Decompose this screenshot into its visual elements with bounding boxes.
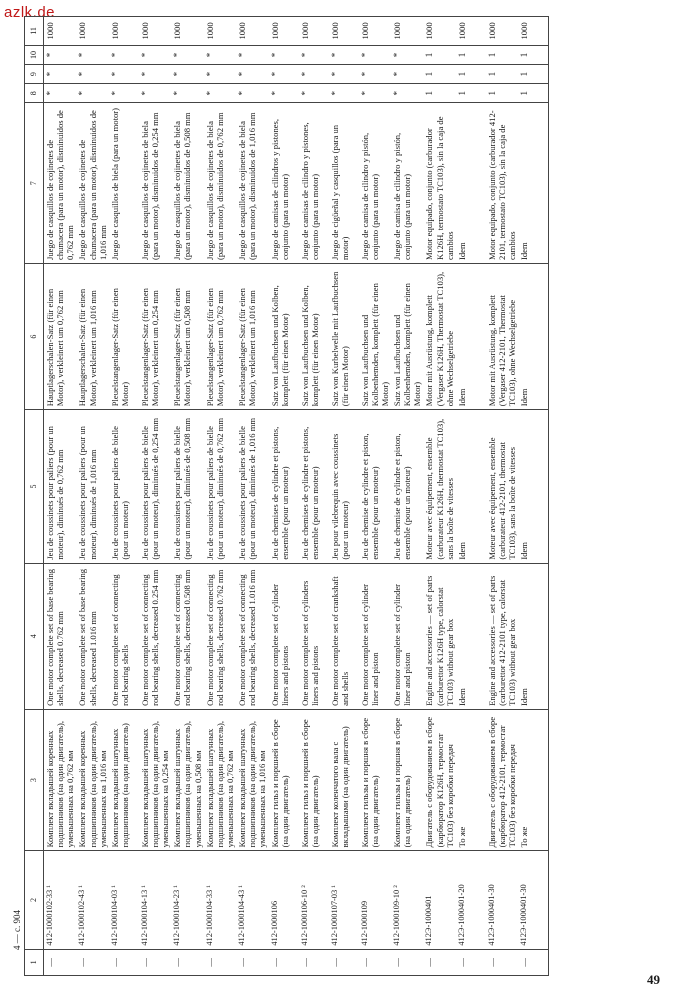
qty-2-cell: * — [76, 65, 108, 84]
spanish-name-cell: Juego de casquillos de cojinetes de biela (para un motor), disminuidos de 0,508 mm — [171, 103, 203, 264]
russian-name-cell: То же — [456, 709, 486, 850]
qty-3-cell: * — [391, 45, 423, 64]
table-row — [139, 17, 171, 976]
pos-cell: — — [299, 949, 329, 975]
part-number-cell: 412Э-1000401-30 — [518, 851, 549, 949]
part-number-cell: 412Э-1000401-20 — [456, 851, 486, 949]
french-name-cell: Jeu de coussinets pour paliers de bielle (pour un moteur) — [109, 410, 139, 563]
english-name-cell: One motor complete set of connecting rod bearing shells, decreased 0.762 mm — [204, 563, 236, 709]
russian-name-cell: Комплект вкладышей шатунных подшипников (на один двигатель), уменьшенных на 0,254 мм — [139, 709, 171, 850]
qty-1-cell: * — [236, 84, 268, 103]
qty-3-cell: * — [139, 45, 171, 64]
qty-1-cell: * — [109, 84, 139, 103]
pos-cell: — — [44, 949, 77, 975]
qty-3-cell: 1 — [456, 45, 486, 64]
part-number-cell: 412-1000104-13 ¹ — [139, 851, 171, 949]
french-name-cell: Jeu de coussinets pour paliers de bielle (pour un moteur), diminués de 0,762 mm — [204, 410, 236, 563]
qty-3-cell: * — [44, 45, 77, 64]
kit-qty-cell: 1000 — [423, 17, 455, 46]
english-name-cell: Idem — [518, 563, 549, 709]
qty-2-cell: 1 — [423, 65, 455, 84]
kit-qty-cell: 1000 — [329, 17, 359, 46]
pos-cell: — — [139, 949, 171, 975]
spanish-name-cell: Juego de casquillos de cojinetes de biela (para un motor), disminuidos de 0,254 mm — [139, 103, 171, 264]
russian-name-cell: Комплект вкладышей шатунных подшипников (на один двигатель), уменьшенных на 0,762 мм — [204, 709, 236, 850]
part-number-cell: 412-1000109 — [359, 851, 391, 949]
qty-1-cell: 1 — [423, 84, 455, 103]
qty-1-cell: * — [76, 84, 108, 103]
english-name-cell: Idem — [456, 563, 486, 709]
qty-1-cell: * — [204, 84, 236, 103]
kit-qty-cell: 1000 — [171, 17, 203, 46]
qty-2-cell: * — [44, 65, 77, 84]
russian-name-cell: Комплект гильзы и поршня в сборе (на один двигатель) — [359, 709, 391, 850]
column-header-7: 7 — [25, 103, 44, 264]
russian-name-cell: Комплект гильз и поршней в сборе (на один двигатель) — [269, 709, 299, 850]
english-name-cell: Engine and accessories — set of parts (carburettor 412-2101 type, calorstat TC103) without gear box — [486, 563, 518, 709]
russian-name-cell: Комплект вкладышей шатунных подшипников (на один двигатель) — [109, 709, 139, 850]
kit-qty-cell: 1000 — [139, 17, 171, 46]
russian-name-cell: Комплект вкладышей коренных подшипников (на один двигатель), уменьшенных на 1,016 мм — [76, 709, 108, 850]
column-header-11: 11 — [25, 17, 44, 46]
german-name-cell: Satz von Kurbelwelle mit Laufbuchsen (für einen Motor) — [329, 264, 359, 410]
pos-cell: — — [204, 949, 236, 975]
watermark-text: azlk.de — [4, 4, 56, 21]
table-row — [486, 17, 518, 976]
german-name-cell: Motor mit Ausrüstung, komplett (Vergaser 412-2101, Thermostat TC103), ohne Wechselgetriebe — [486, 264, 518, 410]
pos-cell: — — [236, 949, 268, 975]
french-name-cell: Jeu de chemise de cylindre et piston, ensemble (pour un moteur) — [359, 410, 391, 563]
table-row — [204, 17, 236, 976]
spanish-name-cell: Juego de casquillos de cojinetes de biela (para un motor), disminuidos de 0,762 mm — [204, 103, 236, 264]
spanish-name-cell: Motor equipado, conjunto (carburador 412-2101, termostato TC103), sin la caja de cambios — [486, 103, 518, 264]
french-name-cell: Jeu de chemises de cylindre et pistons, ensemble (pour un moteur) — [269, 410, 299, 563]
qty-2-cell: 1 — [486, 65, 518, 84]
qty-2-cell: * — [269, 65, 299, 84]
qty-2-cell: * — [236, 65, 268, 84]
german-name-cell: Pleuelstangenlager-Satz (für einen Motor), verkleinert um 0,762 mm — [204, 264, 236, 410]
qty-3-cell: * — [171, 45, 203, 64]
qty-3-cell: 1 — [486, 45, 518, 64]
russian-name-cell: Комплект вкладышей коренных подшипников (на один двигатель), уменьшенных на 0,762 мм — [44, 709, 77, 850]
part-number-cell: 412-1000106 — [269, 851, 299, 949]
part-number-cell: 412-1000104-43 ¹ — [236, 851, 268, 949]
table-row — [269, 17, 299, 976]
kit-qty-cell: 1000 — [391, 17, 423, 46]
qty-3-cell: * — [109, 45, 139, 64]
french-name-cell: Jeu de coussinets pour paliers de bielle (pour un moteur), diminués de 1,016 mm — [236, 410, 268, 563]
qty-1-cell: 1 — [456, 84, 486, 103]
english-name-cell: One motor complete set of base bearing shells, decreased 1.016 mm — [76, 563, 108, 709]
english-name-cell: Engine and accessories — set of parts (carburettor K126H type, calorstat TC103) without gear box — [423, 563, 455, 709]
column-header-6: 6 — [25, 264, 44, 410]
qty-2-cell: * — [139, 65, 171, 84]
german-name-cell: Pleuelstangenlager-Satz (für einen Motor), verkleinert um 1,016 mm — [236, 264, 268, 410]
part-number-cell: 412-1000104-23 ¹ — [171, 851, 203, 949]
qty-2-cell: * — [204, 65, 236, 84]
part-number-cell: 412-1000104-03 ¹ — [109, 851, 139, 949]
qty-2-cell: 1 — [518, 65, 549, 84]
english-name-cell: One motor complete set of cylinder liner and piston — [391, 563, 423, 709]
russian-name-cell: То же — [518, 709, 549, 850]
column-header-1: 1 — [25, 949, 44, 975]
table-row — [518, 17, 549, 976]
table-row — [423, 17, 455, 976]
french-name-cell: Jeu de coussinets pour paliers (pour un moteur), diminués de 1,016 mm — [76, 410, 108, 563]
qty-1-cell: 1 — [518, 84, 549, 103]
pos-cell: — — [486, 949, 518, 975]
pos-cell: — — [359, 949, 391, 975]
table-row — [359, 17, 391, 976]
spanish-name-cell: Idem — [456, 103, 486, 264]
part-number-cell: 412Э-1000401-30 — [486, 851, 518, 949]
french-name-cell: Idem — [518, 410, 549, 563]
table-row — [299, 17, 329, 976]
english-name-cell: One motor complete set of connecting rod bearing shells, decreased 1.016 mm — [236, 563, 268, 709]
table-row — [456, 17, 486, 976]
table-row — [76, 17, 108, 976]
table-row — [329, 17, 359, 976]
spanish-name-cell: Juego de cigüeñal y casquillos (para un motor) — [329, 103, 359, 264]
pos-cell: — — [109, 949, 139, 975]
page-number: 49 — [647, 972, 660, 987]
part-number-cell: 412-1000104-33 ¹ — [204, 851, 236, 949]
german-name-cell: Satz von Laufbuchsen und Kolben, komplett (für einen Motor) — [269, 264, 299, 410]
french-name-cell: Jeu de chemises de cylindre et pistons, ensemble (pour un moteur) — [299, 410, 329, 563]
qty-3-cell: * — [236, 45, 268, 64]
english-name-cell: One motor complete set of connecting rod bearing shells, decreased 0.254 mm — [139, 563, 171, 709]
german-name-cell: Pleuelstangenlager-Satz (für einen Motor) — [109, 264, 139, 410]
french-name-cell: Jeu de coussinets pour paliers de bielle (pour un moteur), diminués de 0,508 mm — [171, 410, 203, 563]
kit-qty-cell: 1000 — [109, 17, 139, 46]
qty-2-cell: * — [299, 65, 329, 84]
pos-cell: — — [76, 949, 108, 975]
kit-qty-cell: 1000 — [44, 17, 77, 46]
french-name-cell: Jeu de coussinets pour paliers de bielle (pour un moteur), diminués de 0,254 mm — [139, 410, 171, 563]
kit-qty-cell: 1000 — [359, 17, 391, 46]
french-name-cell: Jeu de chemise de cylindre et piston, ensemble (pour un moteur) — [391, 410, 423, 563]
qty-2-cell: * — [109, 65, 139, 84]
pos-cell: — — [329, 949, 359, 975]
russian-name-cell: Комплект вкладышей шатунных подшипников (на один двигатель), уменьшенных на 1,016 мм — [236, 709, 268, 850]
english-name-cell: One motor complete set of connecting rod bearing shells — [109, 563, 139, 709]
column-header-8: 8 — [25, 84, 44, 103]
spanish-name-cell: Juego de camisas de cilindros y pistones, conjunto (para un motor) — [269, 103, 299, 264]
pos-cell: — — [391, 949, 423, 975]
page-side-note: 4 — с. 904 — [12, 910, 22, 950]
table-row — [236, 17, 268, 976]
spanish-name-cell: Idem — [518, 103, 549, 264]
qty-1-cell: * — [299, 84, 329, 103]
spanish-name-cell: Motor equipado, conjunto (carburador K126H, termostato TC103), sin la caja de cambios — [423, 103, 455, 264]
russian-name-cell: Комплект вкладышей шатунных подшипников (на один двигатель), уменьшенных на 0,508 мм — [171, 709, 203, 850]
french-name-cell: Moteur avec équipement, ensemble (carburateur 412-2101, thermostat TC103), sans la boîte de vitesses — [486, 410, 518, 563]
qty-3-cell: * — [76, 45, 108, 64]
english-name-cell: One motor complete set of cylinders liners and pistons — [299, 563, 329, 709]
german-name-cell: Hauptlagerschalen-Satz (für einen Motor), verkleinert um 1,016 mm — [76, 264, 108, 410]
qty-2-cell: * — [391, 65, 423, 84]
qty-1-cell: * — [329, 84, 359, 103]
english-name-cell: One motor complete set of connecting rod bearing shells, decreased 0.508 mm — [171, 563, 203, 709]
parts-table — [24, 16, 549, 976]
french-name-cell: Jeu de coussinets pour paliers (pour un moteur), diminués de 0,762 mm — [44, 410, 77, 563]
part-number-cell: 412-1000106-10 ² — [299, 851, 329, 949]
qty-3-cell: * — [329, 45, 359, 64]
column-header-5: 5 — [25, 410, 44, 563]
kit-qty-cell: 1000 — [456, 17, 486, 46]
kit-qty-cell: 1000 — [236, 17, 268, 46]
part-number-cell: 412Э-1000401 — [423, 851, 455, 949]
russian-name-cell: Двигатель с оборудованием в сборе (карбюратор 412-2101, термостат ТС103) без коробки передач — [486, 709, 518, 850]
pos-cell: — — [423, 949, 455, 975]
spanish-name-cell: Juego de casquillos de cojinetes de biela (para un motor), disminuidos de 1,016 mm — [236, 103, 268, 264]
rotated-parts-table — [24, 16, 664, 976]
kit-qty-cell: 1000 — [269, 17, 299, 46]
spanish-name-cell: Juego de casquillos de cojinetes de chumacera (para un motor), disminuidos de 1,016 mm — [76, 103, 108, 264]
french-name-cell: Moteur avec équipement, ensemble (carburateur K126H, thermostat TC103), sans la boîte de vitesses — [423, 410, 455, 563]
qty-2-cell: * — [359, 65, 391, 84]
german-name-cell: Motor mit Ausrüstung, komplett (Vergaser K126H, Thermostat TC103), ohne Wechselgetriebe — [423, 264, 455, 410]
english-name-cell: One motor complete set of cylinder liner and piston — [359, 563, 391, 709]
qty-3-cell: * — [299, 45, 329, 64]
french-name-cell: Jeu pour vilebrequin avec coussinets (pour un moteur) — [329, 410, 359, 563]
spanish-name-cell: Juego de casquillos de cojinetes de chumacera (para un motor), disminuidos de 0,762 mm — [44, 103, 77, 264]
table-row — [391, 17, 423, 976]
qty-3-cell: * — [359, 45, 391, 64]
german-name-cell: Pleuelstangenlager-Satz (für einen Motor), verkleinert um 0,508 mm — [171, 264, 203, 410]
part-number-cell: 412-1000102-43 ¹ — [76, 851, 108, 949]
french-name-cell: Idem — [456, 410, 486, 563]
kit-qty-cell: 1000 — [299, 17, 329, 46]
qty-3-cell: 1 — [518, 45, 549, 64]
german-name-cell: Pleuelstangenlager-Satz (für einen Motor), verkleinert um 0,254 mm — [139, 264, 171, 410]
russian-name-cell: Комплект гильзы и поршня в сборе (на один двигатель) — [391, 709, 423, 850]
qty-2-cell: * — [329, 65, 359, 84]
kit-qty-cell: 1000 — [204, 17, 236, 46]
german-name-cell: Satz von Laufbuchsen und Kolbenhemden, komplett (für einen Motor) — [391, 264, 423, 410]
pos-cell: — — [171, 949, 203, 975]
spanish-name-cell: Juego de camisa de cilindro y pistón, conjunto (para un motor) — [359, 103, 391, 264]
part-number-cell: 412-1000109-10 ² — [391, 851, 423, 949]
kit-qty-cell: 1000 — [486, 17, 518, 46]
pos-cell: — — [456, 949, 486, 975]
kit-qty-cell: 1000 — [518, 17, 549, 46]
qty-3-cell: * — [269, 45, 299, 64]
qty-1-cell: * — [44, 84, 77, 103]
qty-2-cell: * — [171, 65, 203, 84]
german-name-cell: Satz von Laufbuchsen und Kolbenhemden, komplett (für einen Motor) — [359, 264, 391, 410]
table-row — [44, 17, 77, 976]
english-name-cell: One motor complete set of crankshaft and shells — [329, 563, 359, 709]
table-row — [171, 17, 203, 976]
qty-2-cell: 1 — [456, 65, 486, 84]
spanish-name-cell: Juego de camisa de cilindro y pistón, conjunto (para un motor) — [391, 103, 423, 264]
german-name-cell: Idem — [456, 264, 486, 410]
spanish-name-cell: Juego de casquillos de biela (para un motor) — [109, 103, 139, 264]
part-number-cell: 412-1000107-03 ¹ — [329, 851, 359, 949]
english-name-cell: One motor complete set of base bearing shells, decreased 0.762 mm — [44, 563, 77, 709]
english-name-cell: One motor complete set of cylinder liners and pistons — [269, 563, 299, 709]
column-header-4: 4 — [25, 563, 44, 709]
qty-1-cell: * — [171, 84, 203, 103]
pos-cell: — — [269, 949, 299, 975]
header-row — [25, 17, 44, 976]
qty-3-cell: * — [204, 45, 236, 64]
qty-1-cell: 1 — [486, 84, 518, 103]
german-name-cell: Satz von Laufbuchsen und Kolben, komplett (für einen Motor) — [299, 264, 329, 410]
german-name-cell: Idem — [518, 264, 549, 410]
russian-name-cell: Комплект коленчатого вала с вкладышами (на один двигатель) — [329, 709, 359, 850]
qty-1-cell: * — [391, 84, 423, 103]
column-header-9: 9 — [25, 65, 44, 84]
column-header-3: 3 — [25, 709, 44, 850]
part-number-cell: 412-1000102-33 ¹ — [44, 851, 77, 949]
column-header-10: 10 — [25, 45, 44, 64]
russian-name-cell: Двигатель с оборудованием в сборе (карбюратор К126Н, термостат ТС103) без коробки передач — [423, 709, 455, 850]
german-name-cell: Hauptlagerschalen-Satz (für einen Motor), verkleinert um 0,762 mm — [44, 264, 77, 410]
column-header-2: 2 — [25, 851, 44, 949]
kit-qty-cell: 1000 — [76, 17, 108, 46]
pos-cell: — — [518, 949, 549, 975]
qty-1-cell: * — [139, 84, 171, 103]
qty-3-cell: 1 — [423, 45, 455, 64]
table-row — [109, 17, 139, 976]
spanish-name-cell: Juego de camisas de cilindro y pistones, conjunto (para un motor) — [299, 103, 329, 264]
qty-1-cell: * — [269, 84, 299, 103]
russian-name-cell: Комплект гильз и поршней в сборе (на один двигатель) — [299, 709, 329, 850]
qty-1-cell: * — [359, 84, 391, 103]
